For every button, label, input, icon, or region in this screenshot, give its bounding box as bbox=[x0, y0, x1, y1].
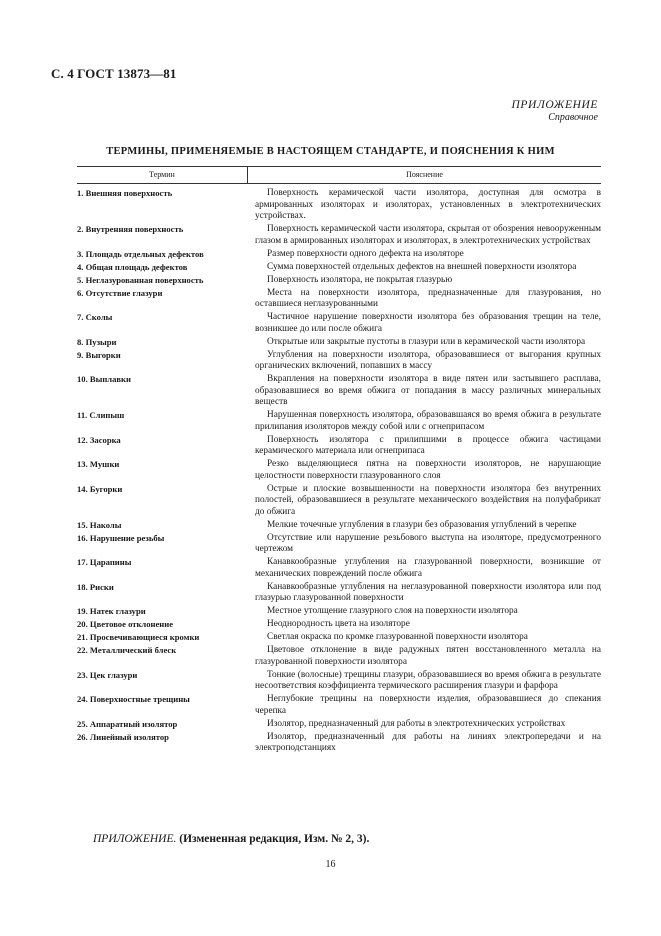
explanation-cell: Острые и плоские возвышенности на поверхности изолятора без внутренних полостей, образовавшиеся в результате механического воздействия на полуфабрикат до обжига bbox=[255, 483, 601, 517]
table-row bbox=[77, 719, 601, 731]
table-row bbox=[77, 312, 601, 335]
amendment-note-label: ПРИЛОЖЕНИЕ. bbox=[93, 833, 177, 845]
table-row bbox=[77, 374, 601, 409]
explanation-cell: Изолятор, предназначенный для работы в электротехнических устройствах bbox=[267, 718, 566, 729]
explanation-cell: Неглубокие трещины на поверхности изделия, образовавшиеся до спекания черепка bbox=[255, 694, 601, 716]
explanation-cell: Места на поверхности изолятора, предназначенные для глазурования, но оставшиеся неглазурованными bbox=[255, 287, 601, 309]
table-row bbox=[77, 533, 601, 556]
table-header bbox=[77, 166, 601, 184]
page-number: 16 bbox=[325, 859, 336, 870]
table-row bbox=[77, 606, 601, 618]
table-row bbox=[77, 645, 601, 668]
term-cell: 6. Отсутствие глазури bbox=[77, 287, 163, 298]
explanation-cell: Частичное нарушение поверхности изолятора без образования трещин на теле, возникшее до или после обжига bbox=[255, 312, 601, 334]
explanation-cell: Открытые или закрытые пустоты в глазури или в керамической части изолятора bbox=[267, 336, 586, 347]
table-row bbox=[77, 520, 601, 532]
explanation-cell: Поверхность керамической части изолятора, скрытая от обозрения невооруженным глазом в армированных изоляторах и изоляторах, в электротехнических устройствах bbox=[255, 224, 601, 246]
table-row bbox=[77, 275, 601, 287]
term-cell: 19. Натек глазури bbox=[77, 606, 146, 616]
appendix-label-block bbox=[512, 99, 598, 123]
term-cell: 23. Цек глазури bbox=[77, 669, 138, 680]
table-row bbox=[77, 288, 601, 311]
table-body bbox=[77, 184, 601, 755]
term-cell: 7. Сколы bbox=[77, 312, 113, 322]
explanation-cell: Изолятор, предназначенный для работы на линиях электропередачи и на электроподстанциях bbox=[255, 731, 601, 753]
column-header-explanation: Пояснение bbox=[406, 170, 443, 179]
table-row bbox=[77, 732, 601, 755]
explanation-cell: Поверхность изолятора, не покрытая глазурью bbox=[267, 274, 453, 285]
table-row bbox=[77, 249, 601, 261]
term-cell: 4. Общая площадь дефектов bbox=[77, 261, 188, 272]
term-cell: 25. Аппаратный изолятор bbox=[77, 718, 178, 729]
term-cell: 8. Пузыри bbox=[77, 336, 117, 347]
section-title: ТЕРМИНЫ, ПРИМЕНЯЕМЫЕ В НАСТОЯЩЕМ СТАНДАРТЕ, И ПОЯСНЕНИЯ К НИМ bbox=[106, 146, 555, 157]
explanation-cell: Резко выделяющиеся пятна на поверхности изоляторов, не нарушающие целостности поверхности глазурованного слоя bbox=[255, 459, 601, 481]
explanation-cell: Нарушенная поверхность изолятора, образовавшаяся во время обжига в результате прилипания изоляторов между собой или с огнеприпасом bbox=[255, 410, 601, 432]
appendix-type: Справочное bbox=[548, 112, 598, 123]
term-cell: 18. Риски bbox=[77, 581, 114, 592]
term-cell: 15. Наколы bbox=[77, 519, 122, 530]
explanation-cell: Местное утолщение глазурного слоя на поверхности изолятора bbox=[267, 606, 518, 616]
term-cell: 3. Площадь отдельных дефектов bbox=[77, 248, 204, 259]
term-cell: 10. Выплавки bbox=[77, 374, 131, 384]
term-cell: 13. Мушки bbox=[77, 459, 120, 469]
table-row bbox=[77, 435, 601, 458]
appendix-label: ПРИЛОЖЕНИЕ bbox=[511, 99, 598, 111]
explanation-cell: Поверхность керамической части изолятора, доступная для осмотра в армированных изоляторах и изоляторах, установленных в электротехнических устройствах. bbox=[255, 188, 601, 221]
terms-table bbox=[77, 166, 601, 756]
table-row bbox=[77, 632, 601, 644]
explanation-cell: Канавкообразные углубления на неглазурованной поверхности изолятора или под глазурью глазурованной поверхности bbox=[255, 581, 601, 603]
term-cell: 9. Выгорки bbox=[77, 349, 121, 360]
term-cell: 1. Внешняя поверхность bbox=[77, 188, 173, 198]
explanation-cell: Размер поверхности одного дефекта на изоляторе bbox=[267, 248, 464, 259]
explanation-cell: Отсутствие или нарушение резьбового выступа на изоляторе, предусмотренного чертежом bbox=[255, 532, 601, 554]
table-row bbox=[77, 694, 601, 717]
term-cell: 24. Поверхностные трещины bbox=[77, 694, 190, 704]
explanation-cell: Сумма поверхностей отдельных дефектов на внешней поверхности изолятора bbox=[267, 261, 577, 272]
term-cell: 14. Бугорки bbox=[77, 483, 123, 494]
table-row bbox=[77, 410, 601, 433]
table-row bbox=[77, 484, 601, 519]
amendment-note-text: (Измененная редакция, Изм. № 2, 3). bbox=[179, 833, 370, 845]
explanation-cell: Тонкие (волосные) трещины глазури, образовавшиеся во время обжига в результате несоответствия коэффициента термического расширения глазури и фарфора bbox=[255, 669, 601, 691]
term-cell: 12. Засорка bbox=[77, 434, 121, 445]
table-row bbox=[77, 337, 601, 349]
term-cell: 16. Нарушение резьбы bbox=[77, 532, 165, 543]
explanation-cell: Поверхность изолятора с прилипшими в процессе обжига частицами керамического материала или огнеприпаса bbox=[255, 434, 601, 456]
explanation-cell: Вкрапления на поверхности изолятора в виде пятен или застывшего расплава, образовавшиеся во время обжига от попадания в массу различных минеральных веществ bbox=[255, 374, 601, 407]
column-header-term: Термин bbox=[77, 167, 248, 183]
amendment-note bbox=[93, 833, 369, 845]
term-cell: 17. Царапины bbox=[77, 557, 132, 567]
table-row bbox=[77, 262, 601, 274]
table-row bbox=[77, 188, 601, 223]
table-row bbox=[77, 459, 601, 482]
explanation-cell: Мелкие точечные углубления в глазури без образования углублений в черепке bbox=[267, 519, 577, 530]
explanation-cell: Цветовое отклонение в виде радужных пятен восстановленного металла на глазурованной поверхности изолятора bbox=[255, 645, 601, 667]
explanation-cell: Углубления на поверхности изолятора, образовавшиеся от выгорания крупных органических включений, попавших в массу bbox=[255, 349, 601, 371]
term-cell: 20. Цветовое отклонение bbox=[77, 619, 174, 629]
term-cell: 22. Металлический блеск bbox=[77, 645, 177, 655]
table-row bbox=[77, 670, 601, 693]
term-cell: 2. Внутренняя поверхность bbox=[77, 224, 184, 234]
explanation-cell: Неоднородность цвета на изоляторе bbox=[267, 619, 410, 629]
table-row bbox=[77, 557, 601, 580]
term-cell: 5. Неглазурованная поверхность bbox=[77, 274, 204, 285]
term-cell: 11. Слипыш bbox=[77, 410, 125, 420]
table-row bbox=[77, 350, 601, 373]
document-header: С. 4 ГОСТ 13873—81 bbox=[51, 66, 177, 81]
table-row bbox=[77, 224, 601, 247]
term-cell: 21. Просвечивающиеся кромки bbox=[77, 632, 200, 642]
table-row bbox=[77, 582, 601, 605]
table-row bbox=[77, 619, 601, 631]
explanation-cell: Светлая окраска по кромке глазурованной поверхности изолятора bbox=[267, 632, 528, 642]
explanation-cell: Канавкообразные углубления на глазурованной поверхности, возникшие от механических повреждений после обжига bbox=[255, 557, 601, 579]
term-cell: 26. Линейный изолятор bbox=[77, 731, 169, 742]
